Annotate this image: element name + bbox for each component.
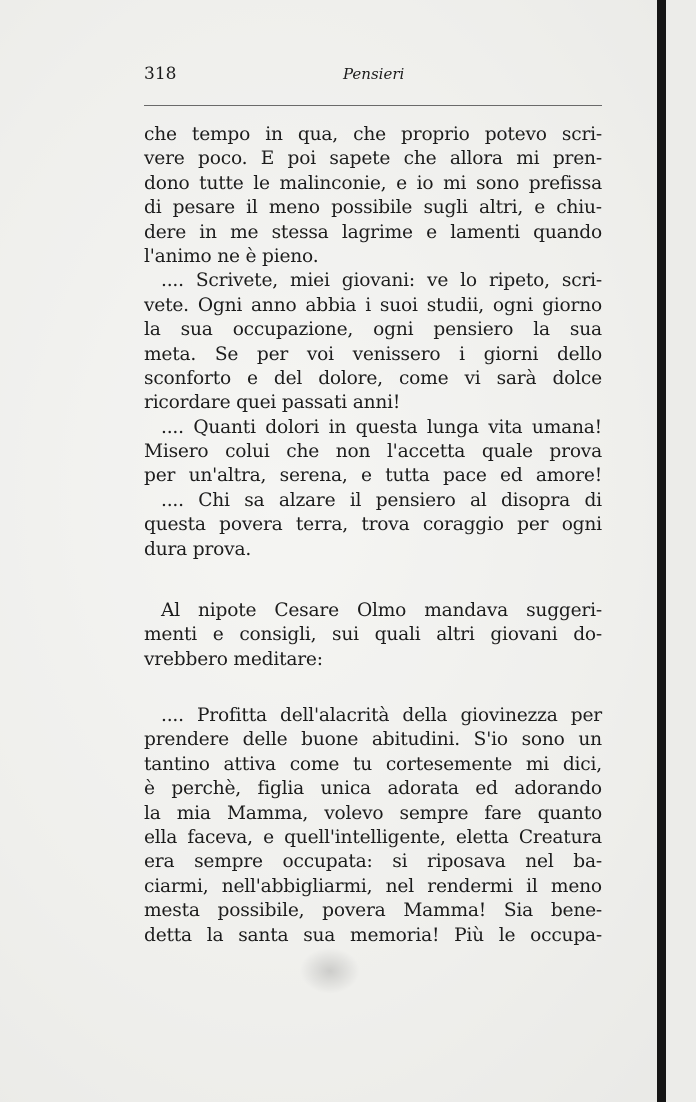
text-line: detta la santa sua memoria! Più le occupa- <box>144 924 602 946</box>
text-line: l'animo ne è pieno. <box>144 245 319 267</box>
text-line: vrebbero meditare: <box>144 648 323 670</box>
text-line: mesta possibile, povera Mamma! Sia bene- <box>144 900 602 922</box>
ink-smudge <box>300 948 360 994</box>
book-spine-shadow <box>657 0 666 1102</box>
text-line: tantino attiva come tu cortesemente mi dici, <box>144 753 602 775</box>
text-line: .... Scrivete, miei giovani: ve lo ripeto, scri- <box>161 270 602 292</box>
text-line: ricordare quei passati anni! <box>144 392 401 414</box>
text-line: .... Chi sa alzare il pensiero al disopra di <box>161 489 602 511</box>
text-line: di pesare il meno possibile sugli altri, e chiu- <box>144 197 602 219</box>
text-line: vete. Ogni anno abbia i suoi studii, ogni giorno <box>144 294 602 316</box>
page-number: 318 <box>144 64 177 84</box>
text-line: menti e consigli, sui quali altri giovani do- <box>144 624 602 646</box>
text-line: dere in me stessa lagrime e lamenti quando <box>144 221 602 243</box>
text-line: meta. Se per voi venissero i giorni dello <box>144 343 602 365</box>
page-header <box>144 64 602 88</box>
paragraph-block-intro <box>144 599 602 672</box>
text-line: questa povera terra, trova coraggio per ogni <box>144 514 602 536</box>
text-line: sconforto e del dolore, come vi sarà dolce <box>144 367 602 389</box>
text-line: prendere delle buone abitudini. S'io sono un <box>144 729 602 751</box>
text-line: ella faceva, e quell'intelligente, eletta Creatura <box>144 826 602 848</box>
text-line: dono tutte le malinconie, e io mi sono prefissa <box>144 172 602 194</box>
text-line: la sua occupazione, ogni pensiero la sua <box>144 319 602 341</box>
text-line: ciarmi, nell'abbigliarmi, nel rendermi il meno <box>144 875 602 897</box>
text-line: per un'altra, serena, e tutta pace ed amore! <box>144 465 602 487</box>
text-line: che tempo in qua, che proprio potevo scri- <box>144 124 602 145</box>
facing-page-edge <box>666 0 696 1102</box>
text-line: era sempre occupata: si riposava nel ba- <box>144 851 602 873</box>
text-line: dura prova. <box>144 538 252 560</box>
text-line: la mia Mamma, volevo sempre fare quanto <box>144 802 602 824</box>
paragraph-block-advice <box>144 704 602 948</box>
text-line: .... Quanti dolori in questa lunga vita umana! <box>161 416 602 438</box>
text-line: vere poco. E poi sapete che allora mi pren- <box>144 148 602 170</box>
text-line: è perchè, figlia unica adorata ed adorando <box>144 778 602 800</box>
running-title: Pensieri <box>343 65 405 83</box>
paragraph-block-letter <box>144 123 602 562</box>
text-line: Misero colui che non l'accetta quale prova <box>144 441 602 463</box>
header-rule <box>144 105 602 106</box>
text-line: Al nipote Cesare Olmo mandava suggeri- <box>161 600 602 621</box>
text-line: .... Profitta dell'alacrità della giovinezza per <box>161 705 602 726</box>
